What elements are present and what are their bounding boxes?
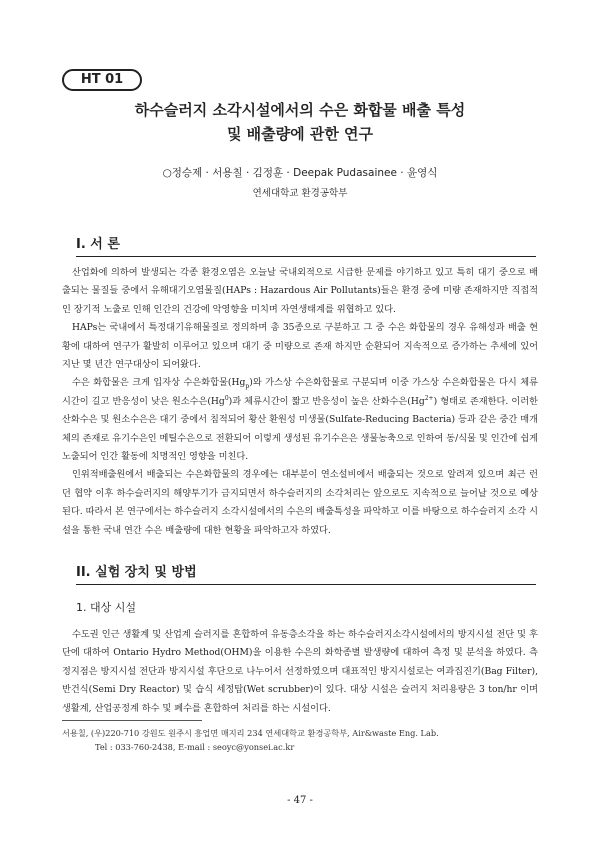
introduction-body: [62, 264, 538, 540]
subscript: p: [245, 383, 250, 391]
footnote-address: 서용칠, (우)220-710 강원도 원주시 흥업면 매지리 234 연세대학교 환경공학부, Air&waste Eng. Lab.: [62, 728, 439, 738]
section-heading-methods: II. 실험 장치 및 방법: [76, 561, 536, 585]
paper-title-line1: 하수슬러지 소각시설에서의 수은 화합물 배출 특성: [134, 101, 466, 119]
superscript: 0: [224, 394, 229, 402]
intro-paragraph: [62, 374, 538, 466]
superscript: 2+: [424, 394, 434, 402]
affiliation: 연세대학교 환경공학부: [252, 188, 348, 199]
paper-title-line2: 및 배출량에 관한 연구: [226, 125, 374, 143]
session-tag: HT 01: [62, 69, 142, 91]
paragraph-text: )과 체류시간이 짧고 반응성이 높은 산화수은(Hg: [228, 395, 425, 407]
footnote: [62, 726, 538, 754]
intro-paragraph: 인위적배출원에서 배출되는 수은화합물의 경우에는 대부분이 연소설비에서 배출되는 것으로 알려져 있으며 최근 런던 협약 이후 하수슬러지의 해양투기가 금지되면서 하수슬러지의 소각처리는 앞으로도 지속적으로 늘어날 것으로 예상된다. 따라서 본 연구에서는 하수슬러지 소각시설에서의 수은의 배출특성을 파악하고 이를 바탕으로 하수슬러지 소각 시설을 통한 국내 연간 수은 배출량에 대한 현황을 파악하고자 하였다.: [62, 469, 538, 536]
paragraph-text: )와 가스상 수은화합물로 구분되며 이중 가스상 수은화합물은 다시 체류시간이 길고 반응성이 낮은 원소수은(Hg: [62, 377, 538, 407]
methods-paragraph: 수도권 인근 생활계 및 산업계 슬러지를 혼합하여 유동층소각을 하는 하수슬러지소각시설에서의 방지시설 전단 및 후단에 대하여 Ontario Hydro Method(OHM)을 이용한 수은의 화학종별 발생량에 대하여 측정 및 분석을 하였다. 측정지점은 방지시설 전단과 방지시설 후단으로 나누어서 선정하였으며 대표적인 방지시설로는 여과집진기(Bag Filter), 반건식(Semi Dry Reactor) 및 습식 세정탑(Wet scrubber)이 있다. 대상 시설은 슬러지 처리용량은 3 ton/hr 이며 생활계, 산업공정계 하수 및 폐수를 혼합하여 처리를 하는 시설이다.: [62, 629, 538, 714]
section-heading-introduction: I. 서 론: [76, 233, 536, 257]
footnote-contact: Tel : 033-760-2438, E-mail : seoyc@yonsei.ac.kr: [95, 742, 295, 752]
intro-paragraph: 산업화에 의하여 발생되는 각종 환경오염은 오늘날 국내외적으로 시급한 문제를 야기하고 있고 특히 대기 중으로 배출되는 물질들 중에서 유해대기오염물질(HAPs : Hazardous Air Pollutants)들은 환경 중에 미량 존재하지만 직접적인 장기적 노출로 인해 인간의 건강에 악영향을 미치며 자연생태계를 위협하고 있다.: [62, 267, 538, 315]
intro-paragraph: HAPs는 국내에서 특정대기유해물질로 정의하며 총 35종으로 구분하고 그 중 수은 화합물의 경우 유해성과 배출 현황에 대하여 연구가 활발히 이루어고 있으며 대기 중 미량으로 존재 하지만 순환되어 지속적으로 증가하는 추세에 있어 지난 몇 년간 연구대상이 되어왔다.: [62, 322, 538, 371]
author-list: ○정승제 · 서용칠 · 김정훈 · Deepak Pudasainee · 윤영식: [162, 167, 438, 179]
footnote-divider: [62, 720, 202, 721]
methods-body: [62, 626, 538, 718]
page-number: - 47 -: [287, 795, 313, 806]
paragraph-text: 수은 화합물은 크게 입자상 수은화합물(Hg: [72, 377, 246, 389]
subsection-heading-target-facility: 1. 대상 시설: [76, 601, 136, 614]
paragraph-text: ) 형태로 존재한다. 이러한 산화수은 및 원소수은은 대기 중에서 침적되어 황산 환원성 미생물(Sulfate-Reducing Bacteria) 등과 같은 중간 매개체의 존재로 유기수은인 메틸수은으로 전환되어 이렇게 생성된 유기수은은 생물농축으로 인하여 동/식물 및 인간에 쉽게 노출되어 인간 활동에 치명적인 영향을 미친다.: [62, 395, 538, 463]
